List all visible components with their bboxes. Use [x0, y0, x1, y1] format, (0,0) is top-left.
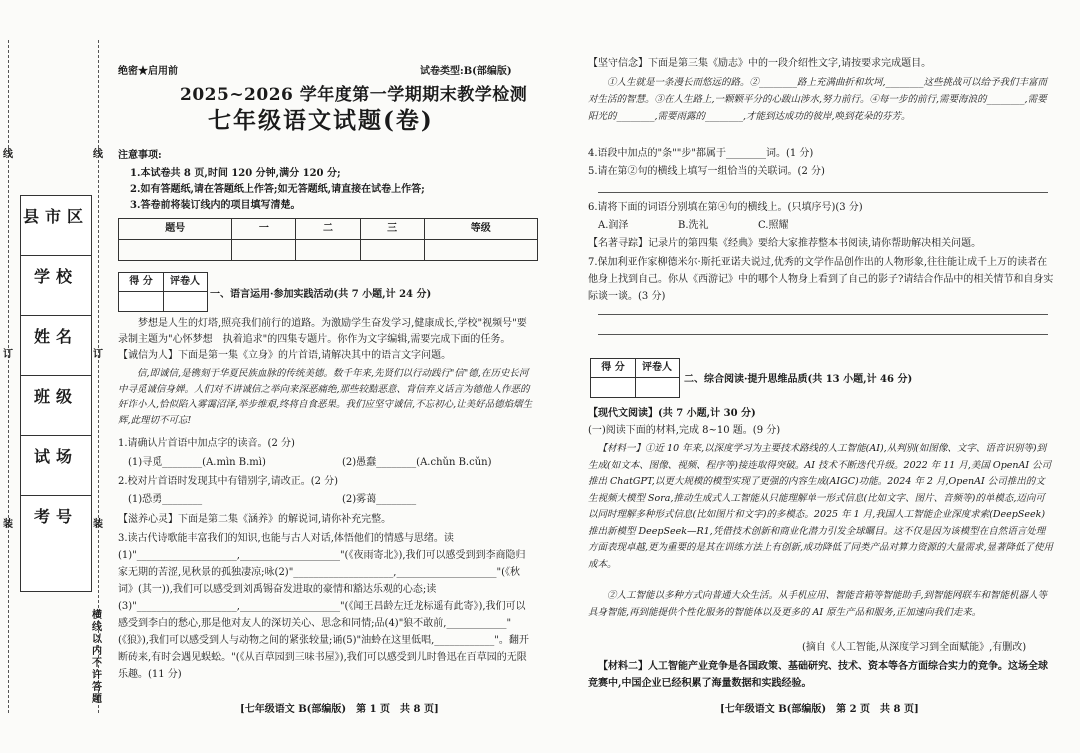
ding-char: 订 — [3, 349, 13, 360]
intro-paragraph: 梦想是人生的灯塔,照亮我们前行的道路。为激励学生奋发学习,健康成长,学校"视频号"要录制主题为"心怀梦想 执着追求"的四集专题片。你作为文字编辑,需要完成下面的任务。 — [118, 318, 527, 345]
ding-char-inner: 订 — [93, 349, 103, 360]
notice-3: 3.答卷前将装订线内的项目填写清楚。 — [130, 200, 301, 211]
grader-reviewer-label: 评卷人 — [163, 273, 207, 292]
part2-heading: 【滋养心灵】下面是第二集《涵养》的解说词,请你补充完整。 — [118, 514, 392, 525]
grader-divider — [163, 291, 164, 311]
score-cell[interactable] — [424, 240, 537, 261]
score-cell — [119, 240, 232, 261]
class-label: 班级 — [33, 387, 78, 406]
score-cell[interactable] — [296, 240, 360, 261]
score-cell[interactable] — [232, 240, 296, 261]
score-th-1: 一 — [232, 219, 296, 240]
score-th-3: 三 — [360, 219, 424, 240]
question-5: 5.请在第②句的横线上填写一组恰当的关联词。(2 分) — [588, 166, 825, 177]
grader-box — [118, 272, 208, 312]
material-1-part-2: ②人工智能以多种方式向普通大众生活。从手机应用、智能音箱等智能助手,到智能网联车和智能机器人等具身智能,再到能提供个性化服务的智能体以及更多的 AI 原生产品和服务,正加速向我们走来。 — [588, 590, 1048, 618]
exam-subtitle: 七年级语文试题(卷) — [208, 107, 434, 134]
q6-option-a: A.润泽 — [598, 220, 629, 231]
score-th-no: 题号 — [119, 219, 232, 240]
grader-reviewer-label: 评卷人 — [635, 359, 679, 378]
line-char-inner: 线 — [93, 149, 103, 160]
exam-page-1 — [110, 0, 540, 753]
part3-heading: 【坚守信念】下面是第三集《励志》中的一段介绍性文字,请按要求完成题目。 — [588, 58, 932, 69]
score-th-grade: 等级 — [424, 219, 537, 240]
zhuang-char: 装 — [3, 519, 13, 530]
exam-number-label: 考号 — [33, 507, 78, 526]
part4-heading: 【名著寻踪】记录片的第四集《经典》要给大家推荐整本书阅读,请你帮助解决相关问题。 — [588, 238, 982, 249]
q1-item-1: (1)寻觅________(A.mìn B.mì) — [128, 457, 266, 468]
material-source: (摘自《人工智能,从深度学习到全面赋能》,有删改) — [802, 642, 1027, 653]
school-label-box — [20, 255, 92, 303]
notice-title: 注意事项: — [118, 150, 162, 161]
binding-margin — [0, 0, 110, 753]
grader-divider — [635, 377, 636, 397]
q2-item-1: (1)恐勇________ — [128, 494, 203, 505]
notice-2: 2.如有答题纸,请在答题纸上作答;如无答题纸,请直接在试卷上作答; — [130, 184, 425, 195]
part1-heading: 【诚信为人】下面是第一集《立身》的片首语,请解决其中的语言文字问题。 — [118, 350, 452, 361]
binding-line-outer — [8, 40, 9, 713]
q2-item-2: (2)雾蔼________ — [342, 494, 417, 505]
q6-option-b: B.洗礼 — [678, 220, 709, 231]
paper-type: 试卷类型:B(部编版) — [420, 66, 512, 77]
score-cell[interactable] — [360, 240, 424, 261]
part3-text: ①人生就是一条漫长而悠远的路。②________路上充满曲折和坎坷,________这些挑战可以给予我们丰富而对生活的智慧。③在人生路上,一颗颗平分的心跋山涉水,努力前行。④每一步的前行,需要海浪的________,需要阳光的________,需要雨露的________,才能到达成功的彼岸,唤到花朵的芬芳。 — [588, 77, 1048, 122]
q7-answer-line-2[interactable] — [598, 334, 1048, 335]
part1-text: 信,即诚信,是镌刻于华夏民族血脉的传统美德。数千年来,先贤们以行动践行"信"德,在历史长河中寻觅诚信身婵。人们对不讲诚信之举向来深恶痛绝,那些较黠恶意、背信弃义话言为德他人作恶的奸诈小人,恰似陷入雾霭沼泽,举步维艰,终将自食恶果。我们应坚守诚信,不忘初心,让美好品德焰熠生辉,此理切不可忘! — [118, 368, 533, 426]
class-label-box — [20, 375, 92, 423]
grader-score-label: 得 分 — [119, 273, 164, 292]
exam-page-2 — [580, 0, 1060, 753]
section-2-title: 二、综合阅读·提升思维品质(共 13 小题,计 46 分) — [684, 374, 913, 385]
exam-room-label: 试场 — [33, 447, 78, 466]
name-label-box — [20, 315, 92, 363]
no-answer-note: 横线以内不许答题 — [92, 610, 102, 705]
score-th-2: 二 — [296, 219, 360, 240]
section-1-title: 一、语言运用·参加实践活动(共 7 小题,计 24 分) — [210, 289, 432, 300]
sub-section-1: (一)阅读下面的材料,完成 8~10 题。(9 分) — [588, 425, 781, 436]
score-table — [118, 218, 538, 261]
school-label: 学校 — [33, 267, 78, 286]
material-1: 【材料一】①近 10 年来,以深度学习为主要技术路线的人工智能(AI),从判别(如图像、文字、语音识别等)到生成(如文本、图像、视频、程序等)接连取得突破。AI 技术不断迭代升级。2022 年 11 月,美国 OpenAI 公司推出 ChatGPT,以更大规模的模型实现了更强的内容生成(AIGC)功能。2024 年 2 月,OpenAI 公司推出的文生视频大模型 Sora,推动生成式人工智能从只能理解单一形式信息(比如文字、图片、音频等)的单模态,迈向可以同时理解多种形式信息(比如图片和文字)的多模态。2025 年 1 月,我国人工智能企业深度求索(DeepSeek)推出新模型 DeepSeek—R1,凭借技术创新和商业化潜力引发全球瞩目。这不仅是因为该模型在自然语言处理方面表现卓越,更为重要的是其在训练方法上有创新,成功降低了同类产品对算力资源的大量需求,显著降低了使用成本。 — [588, 443, 1054, 570]
name-label: 姓名 — [33, 327, 78, 346]
question-3: 3.读古代诗歌能丰富我们的知识,也能与古人对话,体悟他们的情感与思绪。读(1)"____________________,____________________"(《夜雨寄北》),我们可以感受到到李商隐归家无期的苦涩,见秋景的孤独凄凉;咏(2)"____________________,____________________"(《秋词》(其一)),我们可以感受到刘禹锡奋发进取的豪情和豁达乐观的心态;读(3)"____________________,____________________"(《闻王昌龄左迁龙标遥有此寄》),我们可以感受到李白的愁心,那是他对友人的深切关心、思念和同情;品(4)"狼不敢前,____________"(《狼》),我们可以感受到人与动物之间的紧张较量;诵(5)"油蛉在这里低唱,____________"。翻开断砖来,有时会遇见蜈蚣。"(《从百草园到三味书屋》),我们可以感受到儿时鲁迅在百草园的无限乐趣。(11 分) — [118, 533, 529, 680]
zhuang-char-inner: 装 — [93, 519, 103, 530]
county-label-box — [20, 195, 92, 243]
q6-option-c: C.照耀 — [758, 220, 789, 231]
question-1: 1.请确认片首语中加点字的读音。(2 分) — [118, 438, 295, 449]
question-7: 7.保加利亚作家柳德米尔·斯托亚诺夫说过,优秀的文学作品创作出的人物形象,往往能让成千上万的读者在他身上找到自己。你从《西游记》中的哪个人物身上看到了自己的影子?请结合作品中的相关情节和自身实际谈一谈。(3 分) — [588, 257, 1054, 302]
exam-number-field[interactable] — [20, 541, 92, 592]
exam-number-label-box — [20, 495, 92, 543]
exam-title: 2025~2026 学年度第一学期期末教学检测 — [180, 85, 528, 105]
q7-answer-line-1[interactable] — [598, 314, 1048, 315]
county-label: 县市区 — [22, 207, 89, 226]
modern-reading-heading: 【现代文阅读】(共 7 小题,计 30 分) — [588, 408, 756, 419]
question-2: 2.校对片首语时发现其中有错别字,请改正。(2 分) — [118, 476, 339, 487]
question-6: 6.请将下面的词语分别填在第④句的横线上。(只填序号)(3 分) — [588, 202, 863, 213]
page1-footer: [七年级语文 B(部编版) 第 1 页 共 8 页] — [240, 704, 439, 715]
secret-mark: 绝密★启用前 — [118, 66, 178, 77]
q5-answer-line[interactable] — [598, 192, 1048, 193]
notice-1: 1.本试卷共 8 页,时间 120 分钟,满分 120 分; — [130, 168, 341, 179]
exam-room-label-box — [20, 435, 92, 483]
material-2: 【材料二】人工智能产业竞争是各国政策、基础研究、技术、资本等各方面综合实力的竞争。这场全球竞赛中,中国企业已经积累了海量数据和实践经验。 — [588, 661, 1048, 689]
q1-item-2: (2)愚蠢________(A.chǔn B.cǔn) — [342, 457, 492, 468]
grader-box-2 — [590, 358, 680, 398]
grader-score-label: 得 分 — [591, 359, 636, 378]
page2-footer: [七年级语文 B(部编版) 第 2 页 共 8 页] — [720, 704, 919, 715]
line-char: 线 — [3, 149, 13, 160]
question-4: 4.语段中加点的"条""步"都属于________词。(1 分) — [588, 148, 814, 159]
